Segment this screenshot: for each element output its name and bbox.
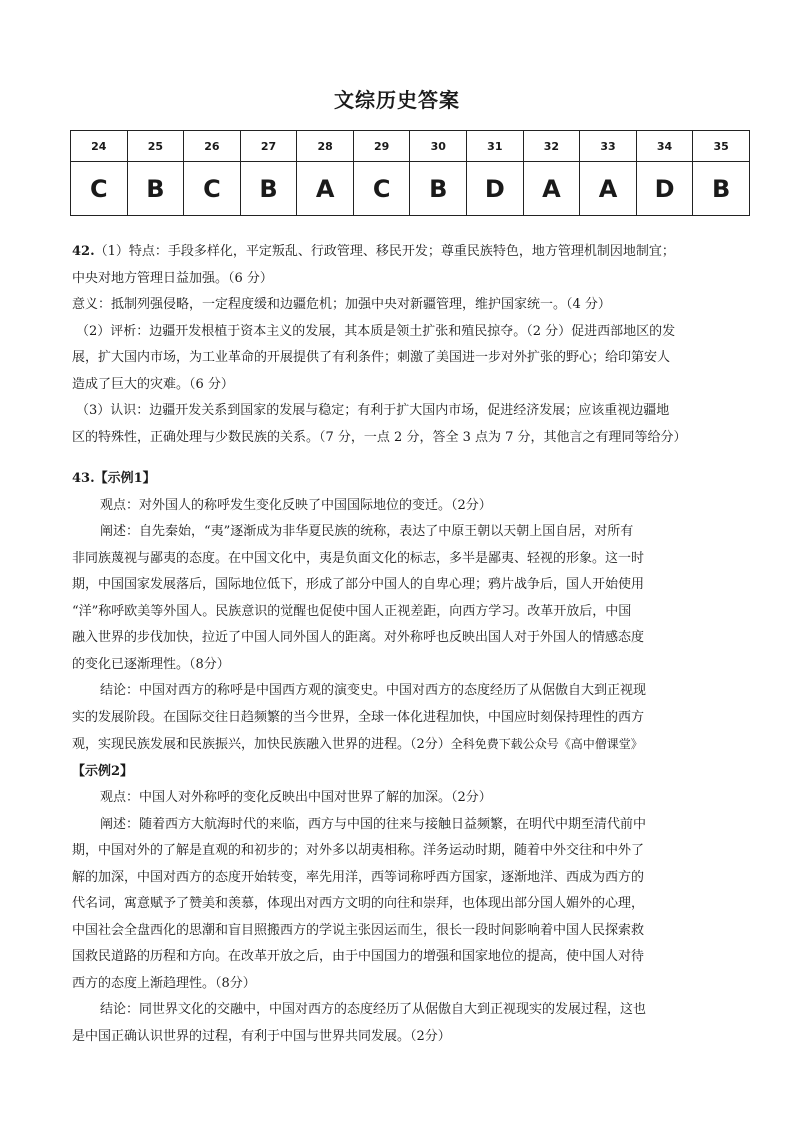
- answer-table: [70, 130, 750, 216]
- watermark-text: 全科免费下载公众号《高中僧课堂》: [450, 737, 643, 751]
- question-number: 30: [410, 131, 467, 162]
- example2-title: 【示例2】: [72, 763, 134, 779]
- answer-letter: B: [240, 162, 297, 216]
- ex2-argue-line: 中国社会全盘西化的思潮和盲目照搬西方的学说主张因运而生，很长一段时间影响着中国人民探索救: [72, 922, 645, 938]
- question-number: 27: [240, 131, 297, 162]
- question-number: 32: [523, 131, 580, 162]
- question-number: 26: [184, 131, 241, 162]
- ex1-conclusion-line: 实的发展阶段。在国际交往日趋频繁的当今世界，全球一体化进程加快，中国应时刻保持理性的西方: [72, 709, 645, 725]
- ex2-argue-line: 解的加深，中国对西方的态度开始转变，率先用洋，西等词称呼西方国家，逐渐地洋、西成为西方的: [72, 869, 645, 885]
- q42-line: 造成了巨大的灾难。（6 分）: [72, 376, 234, 392]
- ex1-conclusion-line: 观，实现民族发展和民族振兴，加快民族融入世界的进程。（2分）全科免费下载公众号《高中僧课堂》: [72, 737, 643, 752]
- q42-line: 42.（1）特点：手段多样化，平定叛乱、行政管理、移民开发；尊重民族特色，地方管理机制因地制宜；: [72, 244, 675, 259]
- answer-body: [72, 239, 752, 1050]
- q42-line: （2）评析：边疆开发根植于资本主义的发展，其本质是领土扩张和殖民掠夺。（2 分）促进西部地区的发: [76, 323, 676, 339]
- answer-letter: B: [127, 162, 184, 216]
- q42-line: 意义：抵制列强侵略，一定程度缓和边疆危机；加强中央对新疆管理，维护国家统一。（4 分）: [72, 297, 611, 312]
- answer-letter: D: [467, 162, 524, 216]
- q42-line: 中央对地方管理日益加强。（6 分）: [72, 270, 273, 286]
- ex1-argue-line: “洋”称呼欧美等外国人。民族意识的觉醒也促使中国人正视差距，向西方学习。改革开放后，中国: [72, 603, 632, 619]
- ex1-argue-line: 的变化已逐渐理性。（8分）: [72, 656, 230, 672]
- q42-line: 展，扩大国内市场，为工业革命的开展提供了有利条件；刺激了美国进一步对外扩张的野心；给印第安人: [72, 350, 671, 365]
- question-number: 35: [693, 131, 750, 162]
- question-number: 28: [297, 131, 354, 162]
- question-43: [72, 466, 752, 1050]
- ex1-argue-line: 非同族蔑视与鄙夷的态度。在中国文化中，夷是负面文化的标志，多半是鄙夷、轻视的形象。这一时: [72, 550, 645, 566]
- q43-label: 43.: [72, 471, 95, 486]
- answer-letter: A: [523, 162, 580, 216]
- answer-letter: A: [580, 162, 637, 216]
- answer-letter-row: [71, 162, 750, 216]
- ex1-argue-line: 融入世界的步伐加快，拉近了中国人同外国人的距离。对外称呼也反映出国人对于外国人的情感态度: [72, 630, 645, 645]
- ex2-argue-line: 国救民道路的历程和方向。在改革开放之后，由于中国国力的增强和国家地位的提高，使中国人对待: [72, 949, 645, 964]
- answer-letter: C: [184, 162, 241, 216]
- answer-letter: B: [693, 162, 750, 216]
- ex2-argue-line: 代名词，寓意赋予了赞美和羡慕，体现出对西方文明的向往和崇拜，也体现出部分国人媚外的心理，: [72, 896, 645, 911]
- question-42: [72, 239, 752, 451]
- ex1-argue-line: 阐述：自先秦始，“夷”逐渐成为非华夏民族的统称，表达了中原王朝以天朝上国自居，对所有: [100, 524, 634, 539]
- page-title: 文综历史答案: [334, 88, 460, 112]
- question-number: 31: [467, 131, 524, 162]
- ex2-argue-line: 阐述：随着西方大航海时代的来临，西方与中国的往来与接触日益频繁，在明代中期至清代前中: [100, 816, 647, 832]
- question-number: 29: [353, 131, 410, 162]
- ex2-conclusion-line: 是中国正确认识世界的过程，有利于中国与世界共同发展。（2分）: [72, 1028, 451, 1044]
- answer-letter: A: [297, 162, 354, 216]
- question-number: 24: [71, 131, 128, 162]
- q42-line: （3）认识：边疆开发关系到国家的发展与稳定；有利于扩大国内市场，促进经济发展；应该重视边疆地: [76, 403, 670, 418]
- question-number: 34: [636, 131, 693, 162]
- answer-letter: D: [636, 162, 693, 216]
- q42-label: 42.: [72, 244, 95, 259]
- q42-line: 区的特殊性，正确处理与少数民族的关系。（7 分，一点 2 分，答全 3 点为 7 分，其他言之有理同等给分）: [72, 429, 687, 445]
- question-number: 25: [127, 131, 184, 162]
- ex2-argue-line: 期，中国对外的了解是直观的和初步的；对外多以胡夷相称。洋务运动时期，随着中外交往和中外了: [72, 843, 645, 858]
- answer-letter: B: [410, 162, 467, 216]
- example1-title: 【示例1】: [94, 471, 156, 486]
- question-number: 33: [580, 131, 637, 162]
- question-number-row: [71, 131, 750, 162]
- answer-letter: C: [71, 162, 128, 216]
- ex2-view: 观点：中国人对外称呼的变化反映出中国对世界了解的加深。（2分）: [100, 790, 492, 805]
- ex2-conclusion-line: 结论：同世界文化的交融中，中国对西方的态度经历了从倨傲自大到正视现实的发展过程，这也: [100, 1002, 647, 1017]
- ex2-argue-line: 西方的态度上渐趋理性。（8分）: [72, 975, 256, 991]
- ex1-view: 观点：对外国人的称呼发生变化反映了中国国际地位的变迁。（2分）: [100, 497, 492, 513]
- ex1-argue-line: 期，中国国家发展落后，国际地位低下，形成了部分中国人的自卑心理；鸦片战争后，国人开始使用: [72, 577, 645, 592]
- section-gap: [72, 451, 752, 466]
- ex1-conclusion-line: 结论：中国对西方的称呼是中国西方观的演变史。中国对西方的态度经历了从倨傲自大到正视现: [100, 683, 647, 698]
- answer-letter: C: [353, 162, 410, 216]
- q43-heading: [72, 466, 752, 493]
